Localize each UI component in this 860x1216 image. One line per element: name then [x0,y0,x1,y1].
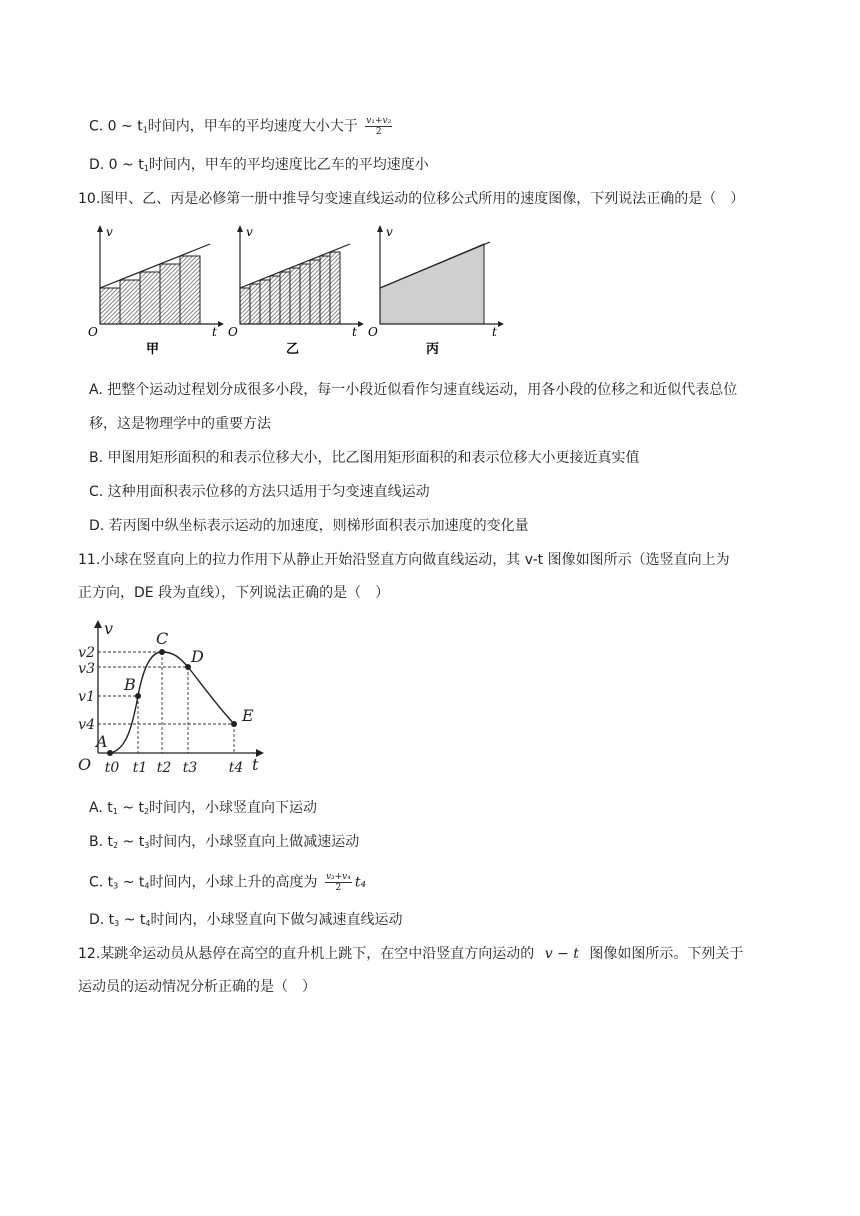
axis-v-label: v [386,225,393,239]
point-a [107,750,113,756]
origin-label: O [228,325,238,339]
tick-t0: t0 [104,760,120,776]
q10-option-a-line2: 移，这是物理学中的重要方法 [89,416,271,432]
q10-stem: 10.图甲、乙、丙是必修第一册中推导匀变速直线运动的位移公式所用的速度图像，下列说法正确的是（ ） [78,191,745,207]
axis-t-label: t [212,325,217,339]
axis-t-label: t [252,755,259,774]
q11-stem-line1: 11.小球在竖直向上的拉力作用下从静止开始沿竖直方向做直线运动，其 v-t 图像如图所示（选竖直向上为 [78,552,730,568]
q10-option-c: C. 这种用面积表示位移的方法只适用于匀变速直线运动 [89,484,430,500]
graph-yi [228,225,364,357]
tick-v2: v2 [78,645,95,661]
q11-option-c: C. $t_3$ ~ $t_4$时间内，小球上升的高度为 $\frac{\text{v₃+v₄}}{2}$ t₄ [89,872,367,893]
graph-bing [368,225,504,357]
tick-t4: t4 [228,760,244,776]
graph-label-jia: 甲 [146,342,160,357]
fraction: $\frac{\text{v₃+v₄}}{2}$ [325,872,351,893]
tick-t3: t3 [182,760,198,776]
label-e: E [242,706,254,725]
q9-option-c: C. 0 ~ $t_1$时间内，甲车的平均速度大小大于 $\frac{\text{v₁+v₂}}{2}$ [89,116,392,137]
q10-option-a-line1: A. 把整个运动过程划分成很多小段，每一小段近似看作匀速直线运动，用各小段的位移之和近似代表总位 [89,382,738,398]
graph-label-bing: 丙 [426,342,440,357]
q11-option-b: B. $t_2$ ~ $t_3$时间内，小球竖直向上做减速运动 [89,834,360,850]
graph-jia [88,225,224,357]
axis-t-label: t [492,325,497,339]
q10-figure [86,222,506,362]
label-b: B [124,675,136,694]
tick-v3: v3 [78,661,95,677]
math-v-t: v − t [544,946,579,962]
axis-v-label: v [104,619,114,638]
q12-stem-line1: 12.某跳伞运动员从悬停在高空的直升机上跳下，在空中沿竖直方向运动的 v − t 图像如图所示。下列关于 [78,946,744,962]
label-d: D [191,647,204,666]
origin-label: O [78,755,92,774]
tick-v1: v1 [78,689,95,705]
point-c [159,649,165,655]
q9-option-d: D. 0 ~ $t_1$时间内，甲车的平均速度比乙车的平均速度小 [89,157,429,173]
q10-option-b: B. 甲图用矩形面积的和表示位移大小，比乙图用矩形面积的和表示位移大小更接近真实值 [89,450,640,466]
axis-t-label: t [352,325,357,339]
tick-v4: v4 [78,717,95,733]
graph-label-yi: 乙 [286,342,300,357]
q10-option-d: D. 若丙图中纵坐标表示运动的加速度，则梯形面积表示加速度的变化量 [89,518,529,534]
point-e [231,721,237,727]
label-c: C [156,629,169,648]
q11-option-d: D. $t_3$ ~ $t_4$时间内，小球竖直向下做匀减速直线运动 [89,912,403,928]
q12-stem-line2: 运动员的运动情况分析正确的是（ ） [78,979,316,995]
q11-stem-line2: 正方向，DE 段为直线），下列说法正确的是（ ） [78,585,390,601]
axis-v-label: v [106,225,113,239]
axis-v-label: v [246,225,253,239]
origin-label: O [88,325,98,339]
fraction: $\frac{\text{v₁+v₂}}{2}$ [366,116,392,137]
origin-label: O [368,325,378,339]
tick-t2: t2 [156,760,172,776]
tick-t1: t1 [132,760,148,776]
q11-figure [74,618,274,782]
point-b [135,693,141,699]
label-a: A [96,732,108,751]
q11-option-a: A. $t_1$ ~ $t_2$时间内，小球竖直向下运动 [89,800,318,816]
